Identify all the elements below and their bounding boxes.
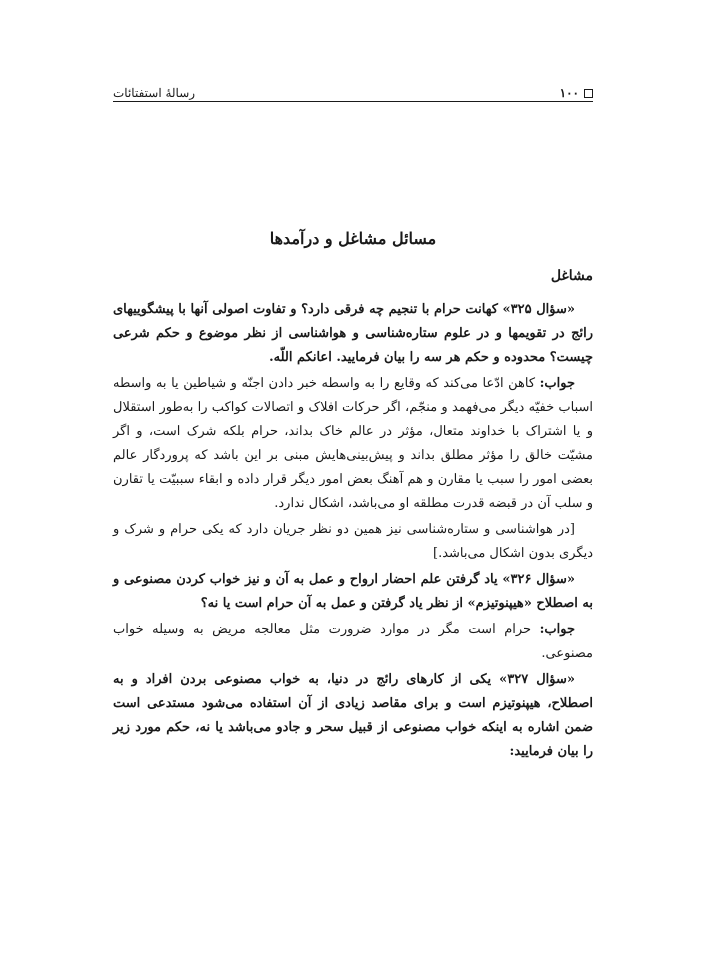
page-number-block <box>560 86 593 100</box>
bracket-note: [در هواشناسی و ستاره‌شناسی نیز همین دو نظر جریان دارد که یکی حرام و شرک و دیگری بدون اشکال می‌باشد.] <box>113 522 593 561</box>
square-bullet-icon <box>584 89 593 98</box>
question-326: «سؤال ۳۲۶» یاد گرفتن علم احضار ارواح و عمل به آن و نیز خواب کردن مصنوعی و به اصطلاح «هیپنوتیزم» از نظر یاد گرفتن و عمل به آن حرام است یا نه؟ <box>113 572 593 611</box>
question-327: «سؤال ۳۲۷» یکی از کارهای رائج در دنیا، به خواب مصنوعی بردن افراد و به اصطلاح، هیپنوتیزم است و برای مقاصد زیادی از آن استفاده می‌شود مستدعی است ضمن اشاره به اینکه خواب مصنوعی از قبیل سحر و جادو می‌باشد یا نه، حکم مورد زیر را بیان فرمایید: <box>113 672 593 759</box>
page-number: ۱۰۰ <box>559 86 579 100</box>
answer-326 <box>113 618 593 666</box>
answer-text: کاهن ادّعا می‌کند که وقایع را به واسطه خبر دادن اجنّه و شیاطین یا به واسطه اسباب خفیّه دیگر می‌فهمد و منجّم، اگر حرکات افلاک و اتصالات کواکب را به‌طور استقلال و یا اشتراک با خداوند متعال، مؤثر در عالم خاک بداند، حرام بلکه شرک است، و اگر مشیّت خالق را مؤثر مطلق بداند و پیش‌بینی‌هایش مبنی بر این باشد که پروردگار عالم بعضی امور را سبب یا مقارن و هم آهنگ بعض امور دیگر قرار داده و ابقاء سببیّت یا تقارن و سلب آن در قبضه قدرت مطلقه او می‌باشد، اشکال ندارد. <box>113 376 593 511</box>
running-header <box>113 78 593 100</box>
answer-label: جواب: <box>539 376 575 391</box>
header-rule <box>113 101 593 102</box>
answer-text: حرام است مگر در موارد ضرورت مثل معالجه مریض به وسیله خواب مصنوعی. <box>113 622 593 661</box>
section-title: مسائل مشاغل و درآمدها <box>269 229 437 248</box>
answer-325 <box>113 372 593 516</box>
question-325: «سؤال ۳۲۵» کهانت حرام با تنجیم چه فرقی دارد؟ و تفاوت اصولی آنها با پیشگوییهای رائج در تقویمها و در علوم ستاره‌شناسی و هواشناسی از نظر موضوع و حکم شرعی چیست؟ محدوده و حکم هر سه را بیان فرمایید. اعانکم اللّه. <box>113 302 593 365</box>
answer-label: جواب: <box>539 622 575 637</box>
running-title: رسالۀ استفتائات <box>113 86 196 100</box>
body-text <box>113 298 593 766</box>
subsection-title: مشاغل <box>550 268 593 284</box>
